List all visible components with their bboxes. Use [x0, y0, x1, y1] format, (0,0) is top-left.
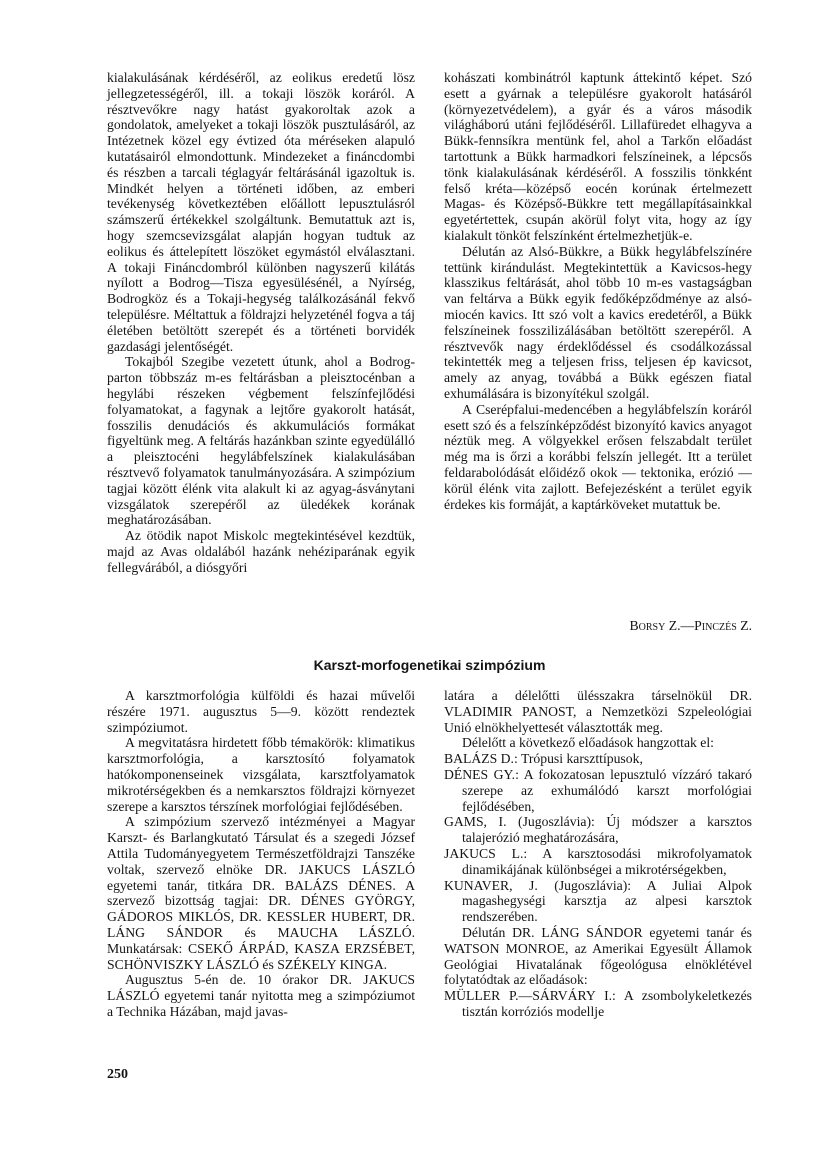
paragraph: A szimpózium szervező intézményei a Magyar Karszt- és Barlangkutató Társulat és a szegedi József Attila Tudományegyetem Természetföldrajzi Tanszéke voltak, szervező elnöke DR. JAKUCS LÁSZLÓ egyetemi tanár, titkára DR. BALÁZS DÉNES. A szervező bizottság tagjai: DR. DÉNES GYÖRGY, GÁDOROS MIKLÓS, DR. KESSLER HUBERT, DR. LÁNG SÁNDOR és MAUCHA LÁSZLÓ. Munkatársak: CSEKŐ ÁRPÁD, KASZA ERZSÉBET, SCHÖNVISZKY LÁSZLÓ és SZÉKELY KINGA.: [107, 814, 415, 972]
top-right-column: [444, 70, 752, 512]
paragraph: Az ötödik napot Miskolc megtekintésével kezdtük, majd az Avas oldalából hazánk nehéziparának egyik fellegvárából, a diósgyőri: [107, 528, 415, 575]
paragraph: Augusztus 5-én de. 10 órakor DR. JAKUCS LÁSZLÓ egyetemi tanár nyitotta meg a szimpóziumot a Technika Házában, majd javas-: [107, 972, 415, 1019]
paragraph: A karsztmorfológia külföldi és hazai művelői részére 1971. augusztus 5—9. között rendeztek szimpóziumot.: [107, 688, 415, 735]
paragraph: latára a délelőtti ülésszakra társelnökül DR. VLADIMIR PANOST, a Nemzetközi Szpeleológiai Unió elnökhelyettesét választották meg.: [444, 688, 752, 735]
talk-item: BALÁZS D.: Trópusi karszttípusok,: [444, 751, 643, 767]
author-signature: Borsy Z.—Pinczés Z.: [629, 618, 752, 633]
bottom-right-column: [444, 688, 752, 1020]
paragraph: A megvitatásra hirdetett főbb témakörök: klimatikus karsztmorfológia, a karsztosító folyamatok hatókomponenseinek vizsgálata, karsztfolyamatok mikrotérségekben és a nemkarsztos földrajzi környezet szerepe a karsztos térszínek morfológiai fejlődésében.: [107, 735, 415, 814]
paragraph: kialakulásának kérdéséről, az eolikus eredetű lösz jellegzetességéről, ill. a tokaji löszök koráról. A résztvevőkre nagy hatást gyakoroltak azok a gondolatok, amelyeket a tokaji löszök pusztulásáról, az Intézetnek közel egy évtized óta méréseken alapuló kutatásairól elmondottunk. Mindezeket a fináncdombi és részben a tarcali téglagyár feltárásánál igazoltuk is. Mindkét helyen a történeti időben, az emberi tevékenység következtében előállott lepusztulásról számszerű értékekkel szolgáltunk. Bemutattuk azt is, hogy szemcsevizsgálat alapján hogyan tudtuk az eolikus és áttelepített löszöket egymástól elválasztani. A tokaji Fináncdombról különben nagyszerű kilátás nyílott a Bodrog—Tisza egyesülésénél, a Nyírség, Bodrogköz és a Tokaji-hegység találkozásánál fekvő településre. Méltattuk a földrajzi helyzeténél fogva a táj életében betöltött szerepét és a történeti borvidék gazdasági jelentőségét.: [107, 70, 415, 354]
talk-item: KUNAVER, J. (Jugoszlávia): A Juliai Alpok magashegységi karsztja az alpesi karsztok rendszerében.: [444, 877, 752, 925]
section-title: Karszt-morfogenetikai szimpózium: [313, 657, 546, 673]
top-left-column: [107, 70, 415, 576]
talk-item: DÉNES GY.: A fokozatosan lepusztuló vízzáró takaró szerepe az exhumálódó karszt morfológiai fejlődésében,: [444, 766, 752, 814]
talk-item: GAMS, I. (Jugoszlávia): Új módszer a karsztos talajerózió meghatározására,: [444, 814, 752, 846]
talk-item: JAKUCS L.: A karsztosodási mikrofolyamatok dinamikájának különbségei a mikrotérségekben,: [444, 845, 752, 877]
talk-item: MÜLLER P.—SÁRVÁRY I.: A zsombolykeletkezés tisztán korróziós modellje: [444, 988, 752, 1019]
paragraph: Délután az Alsó-Bükkre, a Bükk hegylábfelszínére tettünk kirándulást. Megtekintettük a Kavicsos-hegy klasszikus feltárását, ahol több 10 m-es vastagságban van feltárva a Bükk egyik fedőképződménye az alsó-miocén kavics. Itt szó volt a kavics eredetéről, a Bükk felszíneinek fosszilizálásában betöltött szerepéről. A résztvevők nagy érdeklődéssel és csodálkozással tekintették meg a teljesen friss, teljesen ép kavicsot, amely az anyag, továbbá a Bükk egészen fiatal exhumálására is bizonyítékul szolgál.: [444, 243, 752, 401]
page-number: 250: [107, 1067, 128, 1082]
paragraph: Délután DR. LÁNG SÁNDOR egyetemi tanár és WATSON MONROE, az Amerikai Egyesült Államok Geológiai Hivatalának főgeológusa elnöklétével folytatódtak az előadások:: [444, 924, 752, 988]
paragraph: Délelőtt a következő előadások hangzottak el:: [462, 735, 714, 751]
paragraph: kohászati kombinátról kaptunk áttekintő képet. Szó esett a gyárnak a településre gyakorolt hatásáról (környezetvédelem), a gyár és a város második világháború utáni fejlődéséről. Lillafüredet elhagyva a Bükk-fennsíkra mentünk fel, ahol a Tarkőn előadást tartottunk a Bükk harmadkori felszíneinek, a lépcsős tönk kialakulásának kérdéséről. A fosszilis tönkként felső kréta—középső eocén korúnak értelmezett Magas- és Középső-Bükkre tett megállapításainkkal egyetértettek, csupán akörül folyt vita, hogy az így kialakult tönköt felszínként értelmezhetjük-e.: [444, 70, 752, 243]
paragraph: A Cserépfalui-medencében a hegylábfelszín koráról esett szó és a felszínképződést bizonyító kavics anyagot néztük meg. A völgyekkel erősen felszabdalt terület még ma is őrzi a korábbi felszín jellegét. Itt a terület feldarabolódását előidéző okok — tektonika, erózió — körül élénk vita zajlott. Befejezésként a terület egyik érdekes kis formáját, a kaptárköveket mutattuk be.: [444, 401, 752, 512]
bottom-left-column: [107, 688, 415, 1020]
paragraph: Tokajból Szegibe vezetett útunk, ahol a Bodrog-parton többszáz m-es feltárásban a pleisztocénban a hegylábi részeken végbement felszínfejlődési folyamatokat, a fagynak a lejtőre gyakorolt hatását, fosszilis denudációs és akkumulációs formákat figyeltünk meg. A feltárás hazánkban szinte egyedülálló a pleisztocéni hegylábfelszínek kialakulásában résztvevő folyamatok tanulmányozására. A szimpózium tagjai között élénk vita alakult ki az agyag-ásványtani vizsgálatok szerepéről az üledékek korának meghatározásában.: [107, 354, 415, 528]
